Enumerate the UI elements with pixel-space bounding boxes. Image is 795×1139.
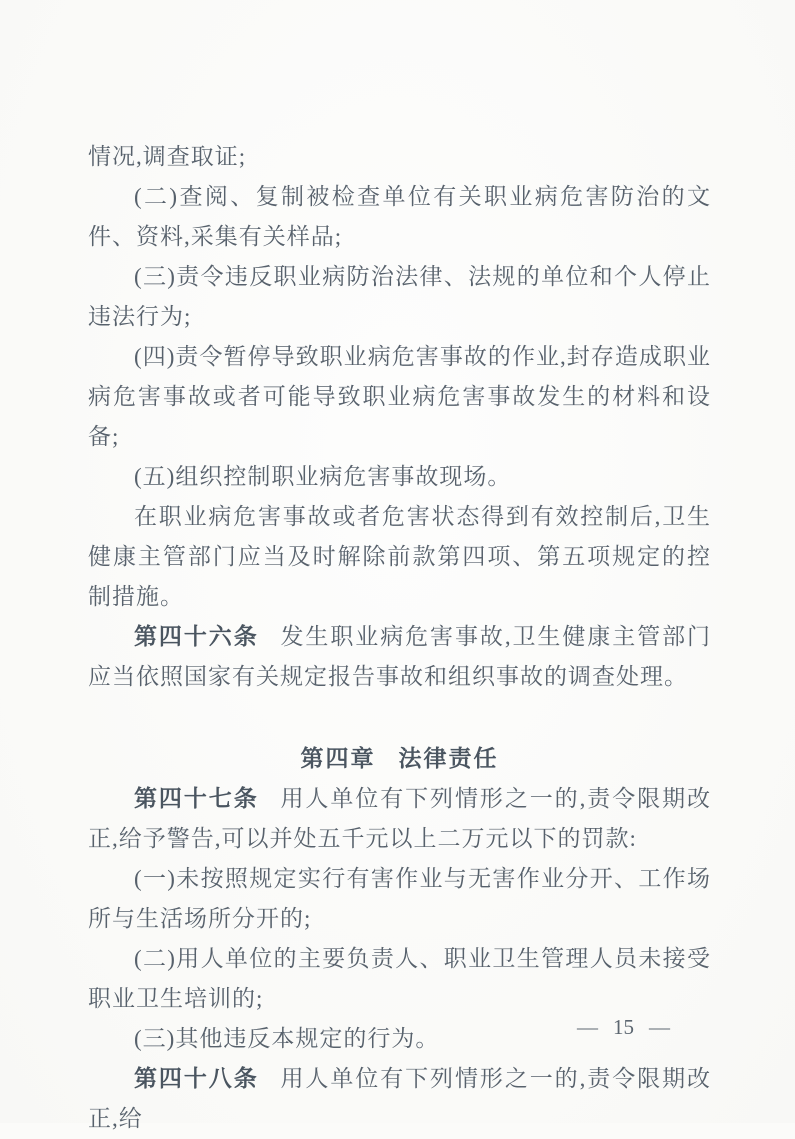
paragraph-control-release: 在职业病危害事故或者危害状态得到有效控制后,卫生健康主管部门应当及时解除前款第四项、第五项规定的控制措施。: [88, 504, 711, 609]
article-46-number: 第四十六条: [134, 624, 259, 649]
chapter-number: 第四章: [300, 746, 376, 771]
page-footer: [577, 1014, 670, 1040]
footer-dash-left: —: [577, 1015, 598, 1039]
chapter-title: 法律责任: [398, 746, 499, 771]
footer-dash-right: —: [649, 1015, 670, 1039]
list-item-3-order-stop-violation: (三)责令违反职业病防治法律、法规的单位和个人停止违法行为;: [88, 264, 711, 329]
list-item-4-suspend-operations: (四)责令暂停导致职业病危害事故的作业,封存造成职业病危害事故或者可能导致职业病危害事故发生的材料和设备;: [88, 344, 711, 449]
list-item-3-other-violations: (三)其他违反本规定的行为。: [134, 1026, 440, 1051]
article-48-number: 第四十八条: [134, 1066, 259, 1091]
list-item-1-separate-workplaces: (一)未按照规定实行有害作业与无害作业分开、工作场所与生活场所分开的;: [88, 866, 711, 931]
article-47-number: 第四十七条: [134, 786, 259, 811]
paragraph-continuation: 情况,调查取证;: [88, 144, 247, 169]
article-47-text: 用人单位有下列情形之一的,责令限期改正,给予警告,可以并处五千元以上二万元以下的罚款:: [88, 786, 712, 851]
document-body: [88, 137, 711, 1139]
article-47: [88, 779, 711, 859]
article-46: [88, 617, 711, 697]
list-item-2-training-not-received: (二)用人单位的主要负责人、职业卫生管理人员未接受职业卫生培训的;: [88, 946, 711, 1011]
article-46-text: 发生职业病危害事故,卫生健康主管部门应当依照国家有关规定报告事故和组织事故的调查处理。: [88, 624, 712, 689]
article-48-text: 用人单位有下列情形之一的,责令限期改正,给: [88, 1066, 712, 1131]
chapter-4-heading: [88, 739, 711, 779]
list-item-5-control-scene: (五)组织控制职业病危害事故现场。: [134, 464, 512, 489]
list-item-2-inspect-documents: (二)查阅、复制被检查单位有关职业病危害防治的文件、资料,采集有关样品;: [88, 184, 711, 249]
page-number: 15: [613, 1015, 634, 1039]
article-48: [88, 1059, 711, 1139]
